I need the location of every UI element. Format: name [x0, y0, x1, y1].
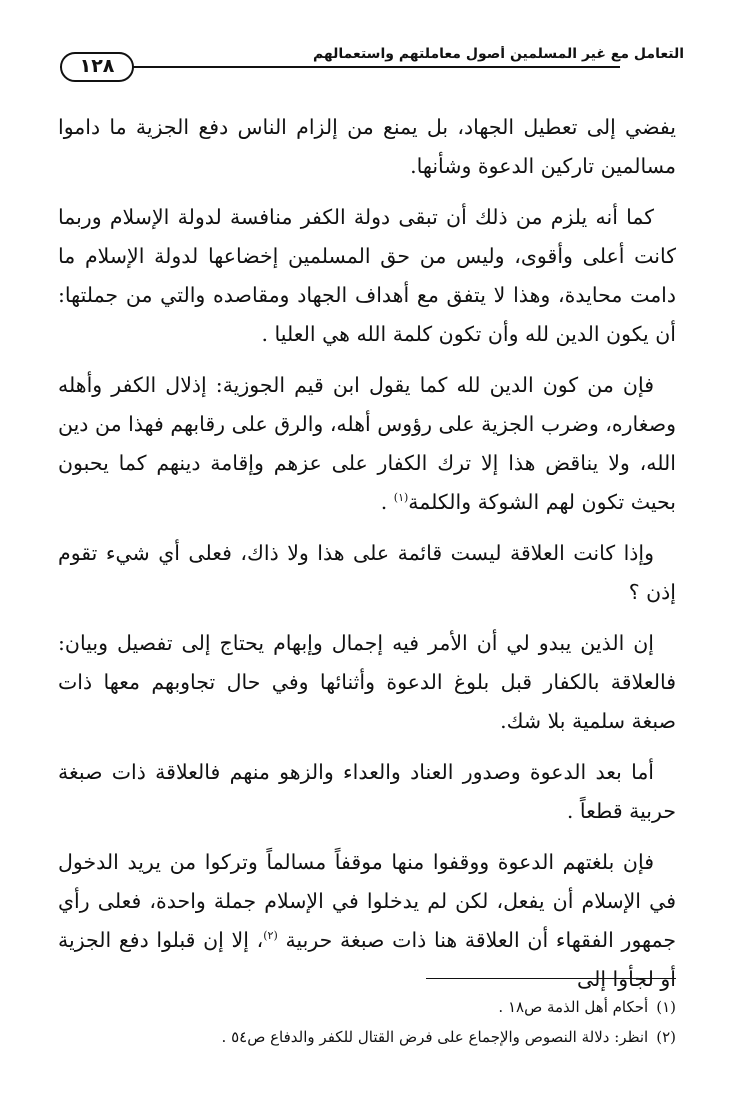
- page-number: ١٢٨: [60, 52, 134, 82]
- paragraph-4: [58, 534, 676, 612]
- paragraph-6: [58, 753, 676, 831]
- paragraph-text: وإذا كانت العلاقة ليست قائمة على هذا ولا ذاك، فعلى أي شيء تقوم إذن ؟: [58, 541, 676, 604]
- footnote-number: (٢): [656, 1028, 676, 1046]
- paragraph-text: كما أنه يلزم من ذلك أن تبقى دولة الكفر منافسة لدولة الإسلام وربما كانت أعلى وأقوى، وليس من حق المسلمين إخضاعها لدولة الإسلام ما دامت محايدة، وهذا لا يتفق مع أهداف الجهاد ومقاصده والتي من جملتها: أن يكون الدين لله وأن تكون كلمة الله هي العليا .: [58, 205, 676, 346]
- header-title: التعامل مع غير المسلمين أصول معاملتهم واستعمالهم: [312, 46, 684, 62]
- footnote-2: [58, 1022, 676, 1052]
- header-rule: [60, 66, 620, 68]
- paragraph-1: [58, 108, 676, 186]
- footnotes: [58, 992, 676, 1052]
- footnote-number: (١): [656, 998, 676, 1016]
- paragraph-text-tail: .: [380, 490, 394, 514]
- paragraph-text-tail: ، إلا إن قبلوا دفع الجزية أو لجأوا إلى: [58, 928, 676, 991]
- footnote-separator: [426, 978, 676, 979]
- footnote-1: [58, 992, 676, 1022]
- paragraph-2: [58, 198, 676, 354]
- footnote-text: انظر: دلالة النصوص والإجماع على فرض القتال للكفر والدفاع ص٥٤ .: [221, 1028, 649, 1046]
- footnote-text: أحكام أهل الذمة ص١٨ .: [498, 998, 649, 1016]
- paragraph-7: [58, 843, 676, 999]
- paragraph-text: أما بعد الدعوة وصدور العناد والعداء والزهو منهم فالعلاقة ذات صبغة حربية قطعاً .: [58, 760, 676, 823]
- running-header: [60, 38, 684, 78]
- paragraph-text: فإن من كون الدين لله كما يقول ابن قيم الجوزية: إذلال الكفر وأهله وصغاره، وضرب الجزية على رؤوس أهله، والرق على رقابهم فهذا من دين الله، ولا يناقض هذا إلا ترك الكفار على عزهم وإقامة دينهم كما يحبون بحيث تكون لهم الشوكة والكلمة: [58, 373, 676, 514]
- paragraph-5: [58, 624, 676, 741]
- footnote-ref-2[interactable]: (٢): [263, 929, 278, 943]
- body-text: [58, 108, 676, 1011]
- paragraph-text: فإن بلغتهم الدعوة ووقفوا منها موقفاً مسالماً وتركوا من يريد الدخول في الإسلام أن يفعل، لكن لم يدخلوا في الإسلام جملة واحدة، فعلى رأي جمهور الفقهاء أن العلاقة هنا ذات صبغة حربية: [58, 850, 677, 952]
- paragraph-text: إن الذين يبدو لي أن الأمر فيه إجمال وإبهام يحتاج إلى تفصيل وبيان: فالعلاقة بالكفار قبل بلوغ الدعوة وأثنائها وفي حال تجاوبهم معها ذات صبغة سلمية بلا شك.: [58, 631, 676, 733]
- paragraph-text: يفضي إلى تعطيل الجهاد، بل يمنع من إلزام الناس دفع الجزية ما داموا مسالمين تاركين الدعوة وشأنها.: [58, 115, 676, 178]
- paragraph-3: [58, 366, 676, 522]
- footnote-ref-1[interactable]: (١): [393, 491, 409, 505]
